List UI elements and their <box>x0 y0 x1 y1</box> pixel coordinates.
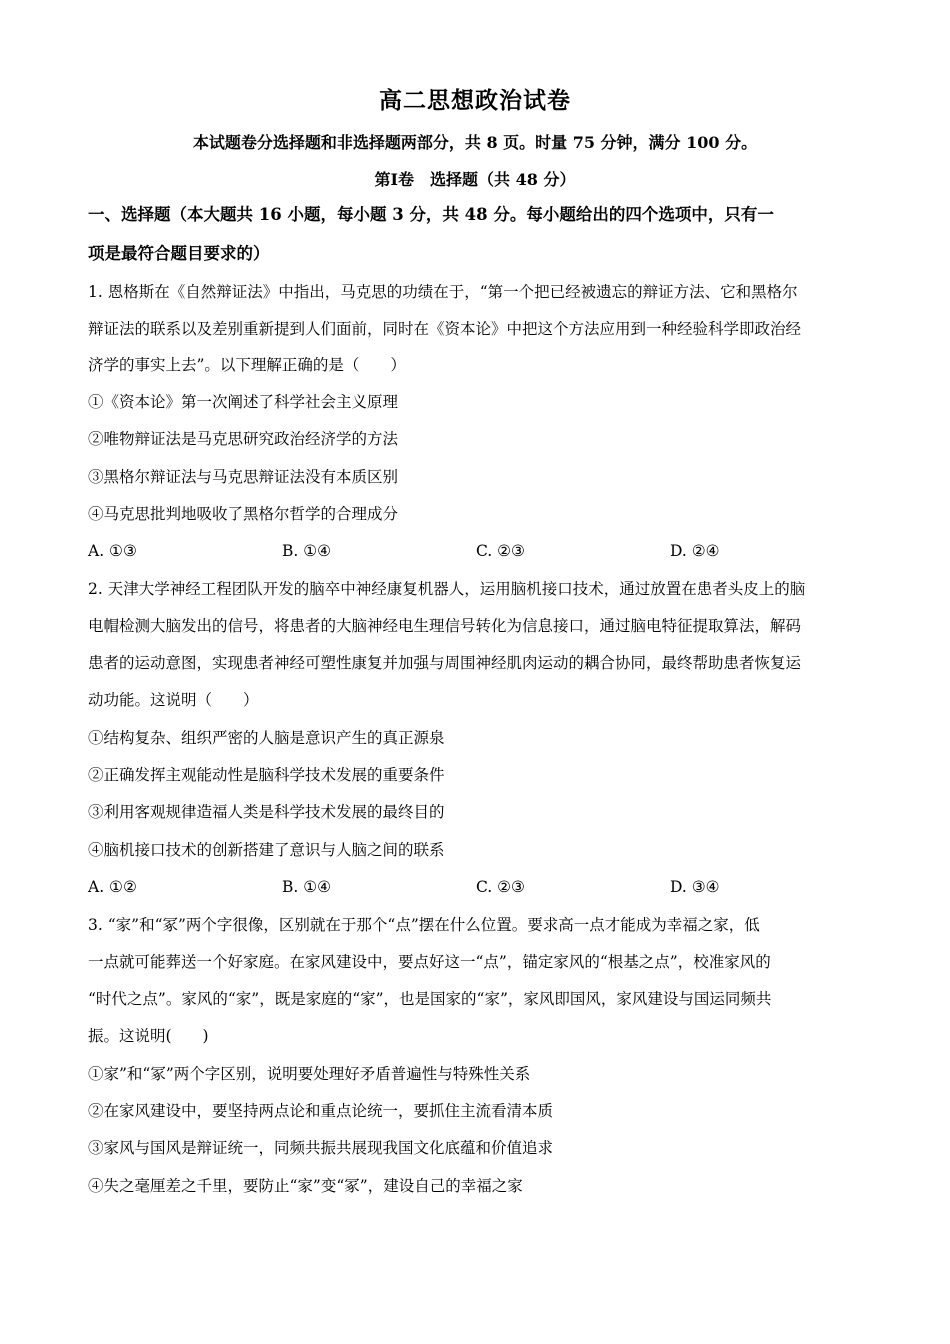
question-stem-line: 3. “家”和“冢”两个字很像，区别就在于那个“点”摆在什么位置。要求高一点才能成为幸福之家，低 <box>88 916 760 934</box>
option-d: D. ③④ <box>670 878 720 896</box>
question-stem-line: 济学的事实上去”。以下理解正确的是（ ） <box>88 356 406 374</box>
statement: ④马克思批判地吸收了黑格尔哲学的合理成分 <box>88 505 399 523</box>
question-stem-line: 2. 天津大学神经工程团队开发的脑卒中神经康复机器人，运用脑机接口技术，通过放置在患者头皮上的脑 <box>88 580 806 598</box>
instructions-line: 一、选择题（本大题共 16 小题，每小题 3 分，共 48 分。每小题给出的四个选项中，只有一 <box>88 205 774 224</box>
question-stem-line: 动功能。这说明（ ） <box>88 691 259 709</box>
statement: ①家”和“冢”两个字区别，说明要处理好矛盾普遍性与特殊性关系 <box>88 1065 531 1083</box>
question-stem-line: 患者的运动意图，实现患者神经可塑性康复并加强与周围神经肌肉运动的耦合协同，最终帮助患者恢复运 <box>88 654 802 672</box>
question-stem-line: 电帽检测大脑发出的信号，将患者的大脑神经电生理信号转化为信息接口，通过脑电特征提取算法，解码 <box>88 617 802 635</box>
section-heading: 第Ⅰ卷 选择题（共 48 分） <box>374 170 576 189</box>
statement: ③黑格尔辩证法与马克思辩证法没有本质区别 <box>88 468 399 486</box>
statement: ①结构复杂、组织严密的人脑是意识产生的真正源泉 <box>88 729 445 747</box>
statement: ③家风与国风是辩证统一，同频共振共展现我国文化底蕴和价值追求 <box>88 1139 554 1157</box>
page-title: 高二思想政治试卷 <box>379 87 571 114</box>
instructions-line: 项是最符合题目要求的） <box>88 244 270 263</box>
question-stem-line: “时代之点”。家风的“家”，既是家庭的“家”，也是国家的“家”，家风即国风，家风建设与国运同频共 <box>88 990 772 1008</box>
question-stem-line: 辩证法的联系以及差别重新提到人们面前，同时在《资本论》中把这个方法应用到一种经验科学即政治经 <box>88 320 802 338</box>
statement: ④失之毫厘差之千里，要防止“家”变“冢”，建设自己的幸福之家 <box>88 1177 523 1195</box>
option-d: D. ②④ <box>670 542 720 560</box>
question-stem-line: 振。这说明( ) <box>88 1027 209 1045</box>
statement: ①《资本论》第一次阐述了科学社会主义原理 <box>88 393 399 411</box>
exam-info: 本试题卷分选择题和非选择题两部分，共 8 页。时量 75 分钟，满分 100 分。 <box>192 133 758 152</box>
option-b: B. ①④ <box>282 878 332 896</box>
option-c: C. ②③ <box>476 542 525 560</box>
option-c: C. ②③ <box>476 878 525 896</box>
option-b: B. ①④ <box>282 542 332 560</box>
statement: ④脑机接口技术的创新搭建了意识与人脑之间的联系 <box>88 841 445 859</box>
question-stem-line: 1. 恩格斯在《自然辩证法》中指出，马克思的功绩在于，“第一个把已经被遗忘的辩证方法、它和黑格尔 <box>88 283 798 301</box>
statement: ②唯物辩证法是马克思研究政治经济学的方法 <box>88 430 399 448</box>
option-a: A. ①② <box>88 878 137 896</box>
question-stem-line: 一点就可能葬送一个好家庭。在家风建设中，要点好这一“点”，锚定家风的“根基之点”，校准家风的 <box>88 953 771 971</box>
option-a: A. ①③ <box>88 542 137 560</box>
statement: ②在家风建设中，要坚持两点论和重点论统一，要抓住主流看清本质 <box>88 1102 554 1120</box>
statement: ③利用客观规律造福人类是科学技术发展的最终目的 <box>88 803 445 821</box>
statement: ②正确发挥主观能动性是脑科学技术发展的重要条件 <box>88 766 445 784</box>
